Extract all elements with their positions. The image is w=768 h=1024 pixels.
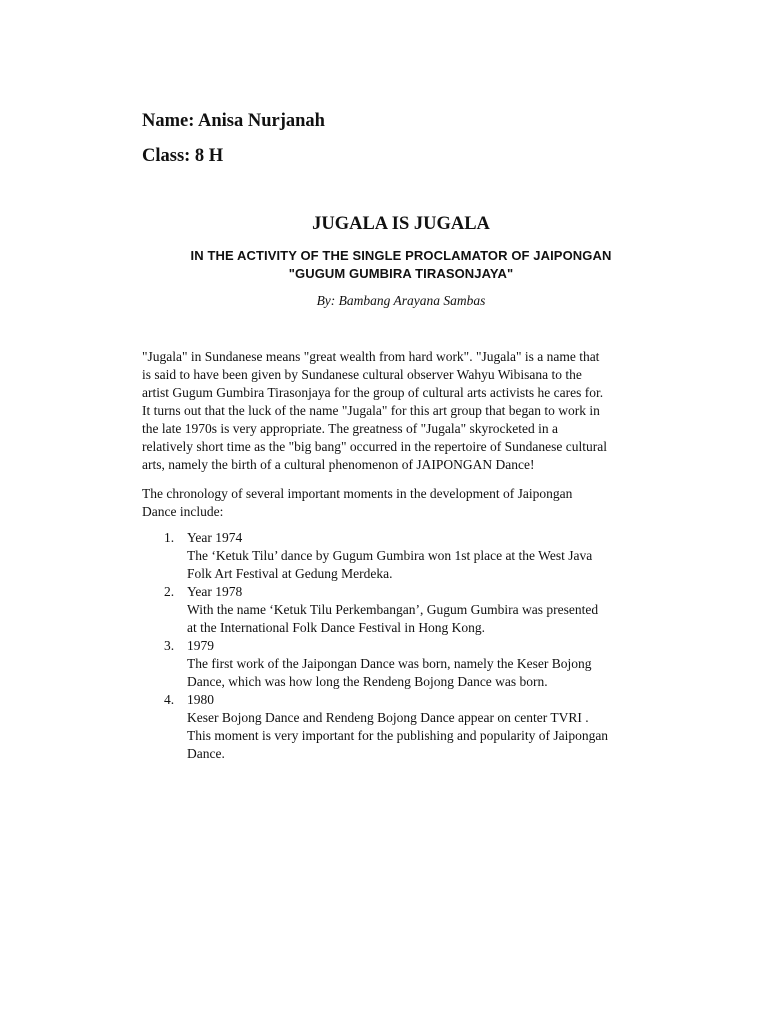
paragraph-line: is said to have been given by Sundanese cultural observer Wahyu Wibisana to the [142,367,582,382]
timeline-year: Year 1974 [187,530,243,545]
timeline-text-line: The ‘Ketuk Tilu’ dance by Gugum Gumbira won 1st place at the West Java [187,548,593,563]
list-number: 3. [164,638,175,653]
list-number: 2. [164,584,175,599]
student-name: Name: Anisa Nurjanah [142,111,325,131]
paragraph-line: arts, namely the birth of a cultural phenomenon of JAIPONGAN Dance! [142,457,535,472]
timeline-list [142,529,662,763]
paragraph-line: relatively short time as the "big bang" occurred in the repertoire of Sundanese cultural [142,439,607,454]
paragraph-line: the late 1970s is very appropriate. The greatness of "Jugala" skyrocketed in a [142,421,559,436]
timeline-text-line: at the International Folk Dance Festival in Hong Kong. [187,620,486,635]
timeline-year: Year 1978 [187,584,243,599]
timeline-item [142,637,662,691]
list-number: 1. [164,530,175,545]
timeline-year: 1980 [187,692,214,707]
article-byline: By: Bambang Arayana Sambas [316,293,486,308]
timeline-text-line: Folk Art Festival at Gedung Merdeka. [187,566,393,581]
chronology-paragraph [142,485,672,521]
timeline-text-line: Keser Bojong Dance and Rendeng Bojong Dance appear on center TVRI . [187,710,589,725]
paragraph-line: Dance include: [142,504,224,519]
paragraph-line: artist Gugum Gumbira Tirasonjaya for the group of cultural arts activists he cares for. [142,385,604,400]
list-number: 4. [164,692,175,707]
student-class: Class: 8 H [142,146,224,166]
timeline-item [142,691,662,763]
article-subtitle [142,247,660,283]
paragraph-line: The chronology of several important moments in the development of Jaipongan [142,486,573,501]
timeline-text-line: Dance. [187,746,225,761]
timeline-item [142,529,662,583]
timeline-text-line: The first work of the Jaipongan Dance was born, namely the Keser Bojong [187,656,592,671]
subtitle-line: "GUGUM GUMBIRA TIRASONJAYA" [288,266,514,281]
paragraph-line: It turns out that the luck of the name "Jugala" for this art group that began to work in [142,403,600,418]
timeline-text-line: Dance, which was how long the Rendeng Bojong Dance was born. [187,674,548,689]
article-title: JUGALA IS JUGALA [312,214,490,234]
timeline-text-line: With the name ‘Ketuk Tilu Perkembangan’, Gugum Gumbira was presented [187,602,599,617]
paragraph-line: "Jugala" in Sundanese means "great wealth from hard work". "Jugala" is a name that [142,349,600,364]
timeline-year: 1979 [187,638,214,653]
intro-paragraph [142,348,672,474]
subtitle-line: IN THE ACTIVITY OF THE SINGLE PROCLAMATOR OF JAIPONGAN [190,248,612,263]
timeline-text-line: This moment is very important for the publishing and popularity of Jaipongan [187,728,609,743]
timeline-item [142,583,662,637]
